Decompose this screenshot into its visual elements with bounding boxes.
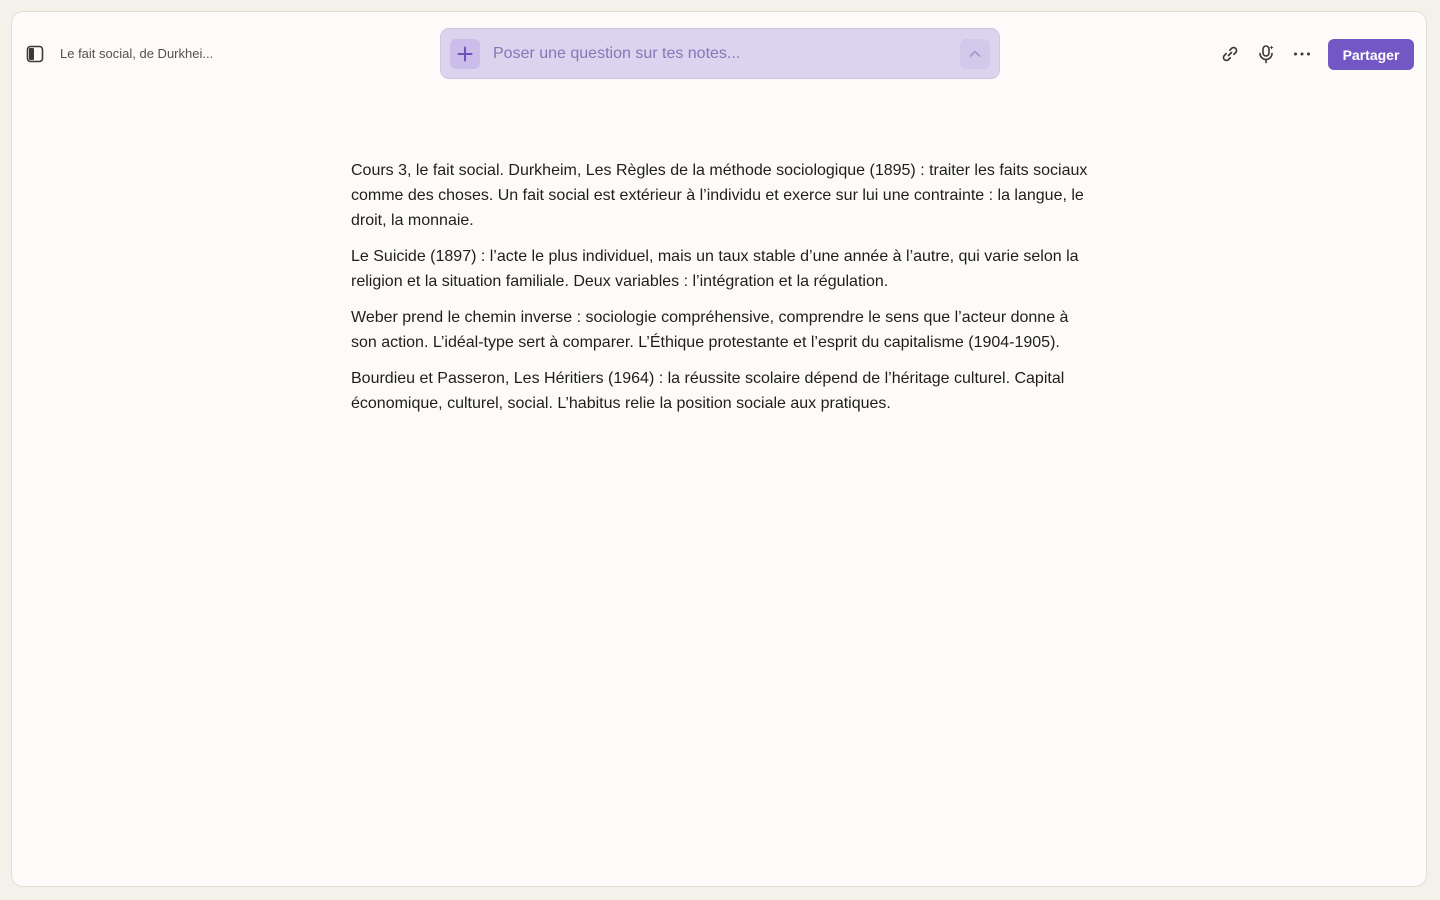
- app-window: [11, 11, 1427, 887]
- note-paragraph: Bourdieu et Passeron, Les Héritiers (1964) : la réussite scolaire dépend de l’héritage culturel. Capital économique, culturel, social. L’habitus relie la position sociale aux pratiques.: [351, 370, 1065, 412]
- share-button[interactable]: Partager: [1328, 39, 1414, 70]
- note-paragraph: Cours 3, le fait social. Durkheim, Les Règles de la méthode sociologique (1895) : traiter les faits sociaux comme des choses. Un fait social est extérieur à l’individu et exerce sur lui une contrainte : la langue, le droit, la monnaie.: [351, 162, 1088, 229]
- chevron-up-icon[interactable]: [960, 39, 990, 69]
- microphone-icon[interactable]: [1255, 43, 1277, 65]
- more-icon[interactable]: [1291, 43, 1313, 65]
- note-content[interactable]: [351, 158, 1091, 427]
- note-paragraph: Le Suicide (1897) : l’acte le plus individuel, mais un taux stable d’une année à l’autre, qui varie selon la religion et la situation familiale. Deux variables : l’intégration et la régulation.: [351, 248, 1079, 290]
- top-bar: [12, 12, 1426, 96]
- plus-icon[interactable]: [450, 39, 480, 69]
- link-icon[interactable]: [1219, 43, 1241, 65]
- ask-input[interactable]: [493, 41, 943, 67]
- note-paragraph: Weber prend le chemin inverse : sociologie compréhensive, comprendre le sens que l’acteur donne à son action. L’idéal-type sert à comparer. L’Éthique protestante et l’esprit du capitalisme (1904-1905).: [351, 309, 1069, 351]
- document-title[interactable]: Le fait social, de Durkhei...: [60, 46, 214, 61]
- sidebar-toggle-icon[interactable]: [26, 45, 44, 63]
- ask-bar: [440, 28, 1000, 79]
